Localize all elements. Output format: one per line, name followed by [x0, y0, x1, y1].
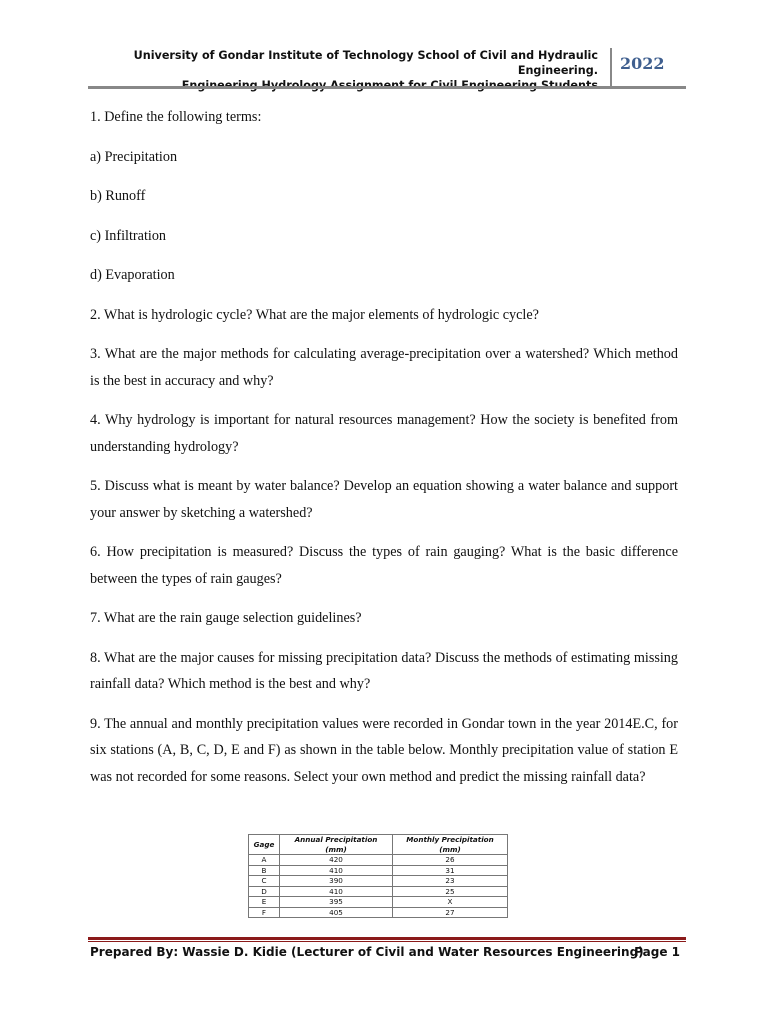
footer-prepared-by: Prepared By: Wassie D. Kidie (Lecturer of Civil and Water Resources Engineering) [90, 945, 644, 959]
assignment-questions [90, 104, 678, 803]
header-line-1: University of Gondar Institute of Technology School of Civil and Hydraulic Engineering. [133, 49, 598, 77]
table-cell-annual: 405 [280, 907, 393, 918]
table-cell-annual: 410 [280, 886, 393, 897]
precipitation-table-wrap [248, 834, 508, 918]
table-row [249, 907, 508, 918]
question-1d: d) Evaporation [90, 267, 175, 283]
table-row [249, 865, 508, 876]
question-7: 7. What are the rain gauge selection guidelines? [90, 610, 362, 626]
footer-page-number: Page 1 [634, 945, 680, 959]
table-row [249, 855, 508, 866]
table-cell-gage: A [249, 855, 280, 866]
footer-rule-thin [88, 941, 686, 942]
table-cell-annual: 390 [280, 876, 393, 887]
table-cell-monthly: X [393, 897, 508, 908]
table-cell-monthly: 31 [393, 865, 508, 876]
question-4: 4. Why hydrology is important for natural resources management? How the society is benefited from understanding hydrology? [90, 412, 678, 455]
question-8: 8. What are the major causes for missing precipitation data? Discuss the methods of estimating missing rainfall data? Which method is the best and why? [90, 649, 678, 692]
table-cell-annual: 410 [280, 865, 393, 876]
precipitation-table [248, 834, 508, 918]
table-header-annual: Annual Precipitation (mm) [280, 835, 393, 855]
footer-rule-thick [88, 937, 686, 940]
question-2: 2. What is hydrologic cycle? What are the major elements of hydrologic cycle? [90, 306, 539, 323]
table-header-row [249, 835, 508, 855]
table-cell-gage: E [249, 897, 280, 908]
question-1: 1. Define the following terms: [90, 109, 262, 125]
page-header [88, 48, 682, 86]
question-9: 9. The annual and monthly precipitation values were recorded in Gondar town in the year 2014E.C, for six stations (A, B, C, D, E and F) as shown in the table below. Monthly precipitation value of station E was not recorded for some reasons. Select your own method and predict the missing rainfall data? [90, 715, 678, 785]
table-header-gage: Gage [249, 835, 280, 855]
table-cell-gage: D [249, 886, 280, 897]
question-3: 3. What are the major methods for calculating average-precipitation over a watershed? Which method is the best in accuracy and why? [90, 346, 678, 389]
table-row [249, 897, 508, 908]
table-cell-annual: 395 [280, 897, 393, 908]
table-header-monthly: Monthly Precipitation (mm) [393, 835, 508, 855]
table-row [249, 876, 508, 887]
question-5: 5. Discuss what is meant by water balance? Develop an equation showing a water balance and support your answer by sketching a watershed? [90, 478, 678, 521]
question-1a: a) Precipitation [90, 148, 178, 165]
header-divider [610, 48, 612, 86]
question-1b: b) Runoff [90, 188, 146, 204]
table-cell-gage: C [249, 876, 280, 887]
table-cell-gage: B [249, 865, 280, 876]
table-cell-gage: F [249, 907, 280, 918]
table-cell-monthly: 25 [393, 886, 508, 897]
table-cell-annual: 420 [280, 855, 393, 866]
question-6: 6. How precipitation is measured? Discuss the types of rain gauging? What is the basic difference between the types of rain gauges? [90, 544, 678, 587]
table-row [249, 886, 508, 897]
header-rule [88, 86, 686, 89]
table-cell-monthly: 27 [393, 907, 508, 918]
question-1c: c) Infiltration [90, 227, 167, 244]
header-year: 2022 [620, 54, 665, 73]
table-cell-monthly: 23 [393, 876, 508, 887]
table-cell-monthly: 26 [393, 855, 508, 866]
